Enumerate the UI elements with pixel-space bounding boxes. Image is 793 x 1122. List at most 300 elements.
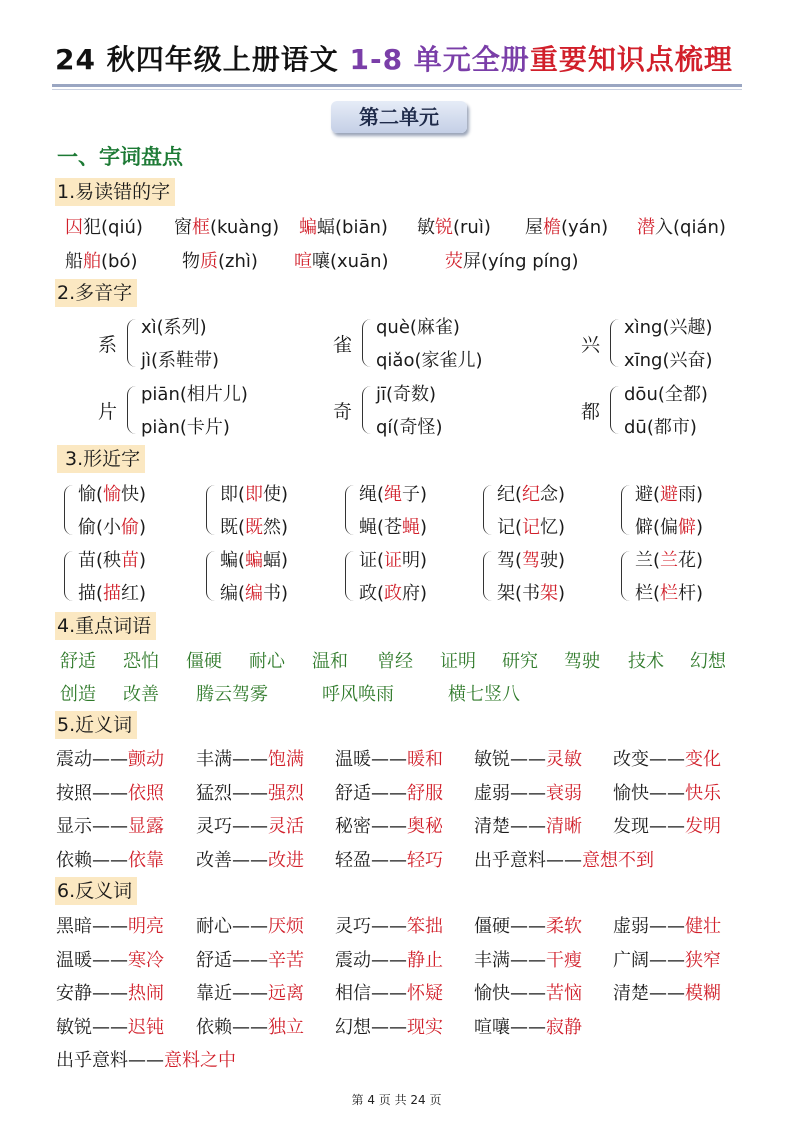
similar-word-highlight: 即 — [245, 484, 264, 505]
synonym-pair-match: 显露 — [128, 816, 164, 837]
similar-word-pre: 证( — [359, 550, 385, 571]
polyphone-char: 奇 — [333, 401, 353, 423]
similar-word-post: 花) — [678, 550, 704, 571]
misread-item-highlight: 框 — [192, 217, 210, 238]
similar-word-highlight: 证 — [384, 550, 403, 571]
similar-word-pre: 偷(小 — [78, 517, 122, 538]
antonym-pair-dash: —— — [232, 916, 268, 937]
misread-item-post: (kuàng) — [210, 217, 280, 238]
synonym-pair — [56, 779, 164, 805]
similar-word-post: 念) — [540, 484, 566, 505]
misread-item-highlight: 锐 — [435, 217, 453, 238]
similar-word-highlight: 愉 — [103, 484, 122, 505]
brace-icon — [206, 551, 215, 601]
keyword: 驾驶 — [564, 651, 600, 672]
antonym-pair-dash: —— — [92, 983, 128, 1004]
misread-item — [445, 247, 579, 273]
misread-item-post: (bó) — [101, 251, 138, 272]
antonym-pair-match: 意料之中 — [164, 1050, 236, 1071]
misread-item — [299, 213, 388, 239]
similar-word-post: ) — [696, 517, 704, 538]
brace-icon — [483, 551, 492, 601]
synonym-pair-dash: —— — [510, 816, 546, 837]
polyphone-reading: jì(系鞋带) — [141, 350, 220, 371]
antonym-pair — [335, 912, 443, 938]
similar-word-highlight: 绳 — [384, 484, 403, 505]
synonym-pair-word: 灵巧 — [196, 816, 232, 837]
keyword: 曾经 — [377, 651, 413, 672]
antonym-pair — [56, 979, 164, 1005]
page-footer: 第 4 页 共 24 页 — [351, 1093, 442, 1107]
similar-word — [497, 579, 565, 605]
synonym-pair-match: 暖和 — [407, 749, 443, 770]
synonym-pair-dash: —— — [232, 849, 268, 871]
antonym-pair-dash: —— — [128, 1050, 164, 1071]
synonym-pair-match: 灵活 — [268, 816, 304, 837]
similar-word-highlight: 兰 — [660, 550, 679, 571]
similar-word-post: ) — [139, 517, 147, 538]
antonym-pair-dash: —— — [649, 949, 685, 971]
similar-word-post: ) — [139, 550, 147, 571]
synonym-pair-dash: —— — [371, 782, 407, 804]
polyphone-reading: jī(奇数) — [376, 384, 437, 405]
synonym-pair-match: 轻巧 — [407, 849, 443, 871]
synonym-pair — [335, 812, 443, 838]
antonym-pair-word: 舒适 — [196, 949, 232, 971]
misread-item-post: 屏(yíng píng) — [463, 251, 579, 272]
similar-word-pre: 架(书 — [497, 583, 541, 604]
synonym-pair-match: 依靠 — [128, 849, 164, 871]
synonym-pair-dash: —— — [92, 749, 128, 770]
antonym-pair-match: 厌烦 — [268, 916, 304, 937]
keyword: 创造 — [60, 684, 96, 705]
synonym-pair-match: 强烈 — [268, 782, 304, 804]
antonym-pair — [613, 979, 721, 1005]
antonym-pair-word: 丰满 — [474, 949, 510, 971]
antonym-pair — [196, 1013, 304, 1039]
antonym-pair-match: 寒冷 — [128, 949, 164, 971]
antonym-pair-word: 僵硬 — [474, 916, 510, 937]
similar-word-post: 书) — [263, 583, 289, 604]
synonym-pair — [474, 846, 654, 872]
similar-word — [635, 513, 703, 539]
synonym-pair-dash: —— — [510, 782, 546, 804]
similar-word-pre: 兰( — [635, 550, 661, 571]
synonym-pair — [196, 779, 304, 805]
title-part-1: 24 秋四年级上册语文 — [55, 43, 350, 76]
synonym-pair — [56, 745, 164, 771]
polyphone-char: 兴 — [581, 334, 601, 356]
similar-word-pre: 描( — [78, 583, 104, 604]
polyphone-reading: piān(相片儿) — [141, 384, 248, 405]
synonym-pair-match: 意想不到 — [582, 849, 654, 871]
similar-word-highlight: 既 — [245, 517, 264, 538]
heading-similar: 3.形近字 — [57, 445, 145, 473]
similar-word-post: 使) — [263, 484, 289, 505]
similar-word-pre: 既( — [220, 517, 246, 538]
similar-word-pre: 苗(秧 — [78, 550, 122, 571]
similar-word-post: 然) — [263, 517, 289, 538]
antonym-pair — [56, 1013, 164, 1039]
antonym-pair — [613, 912, 721, 938]
antonym-pair — [335, 946, 443, 972]
keyword: 僵硬 — [186, 651, 222, 672]
misread-item-highlight: 喧 — [294, 251, 312, 272]
antonym-pair — [335, 1013, 443, 1039]
similar-word-pre: 记( — [497, 517, 523, 538]
synonym-pair-dash: —— — [510, 749, 546, 770]
similar-word — [497, 513, 565, 539]
antonym-pair-word: 温暖 — [56, 949, 92, 971]
misread-item-highlight: 檐 — [543, 217, 561, 238]
polyphone-reading: qí(奇怪) — [376, 417, 443, 438]
antonym-pair — [196, 912, 304, 938]
brace-icon — [345, 485, 354, 535]
similar-word — [78, 579, 146, 605]
antonym-pair-word: 愉快 — [474, 983, 510, 1004]
antonym-pair-dash: —— — [649, 983, 685, 1004]
keyword: 温和 — [312, 651, 348, 672]
antonym-pair-match: 健壮 — [685, 916, 721, 937]
synonym-pair-word: 出乎意料 — [474, 849, 546, 871]
polyphone-reading: xì(系列) — [141, 317, 207, 338]
similar-word-pre: 蝇(苍 — [359, 517, 403, 538]
antonym-pair-dash: —— — [510, 949, 546, 971]
antonym-pair-match: 模糊 — [685, 983, 721, 1004]
heading-polyphones: 2.多音字 — [55, 279, 137, 307]
brace-icon — [610, 386, 619, 434]
antonym-pair-match: 辛苦 — [268, 949, 304, 971]
antonym-pair-match: 寂静 — [546, 1016, 582, 1038]
antonym-pair-word: 敏锐 — [56, 1016, 92, 1038]
similar-word-highlight: 描 — [103, 583, 122, 604]
similar-word-highlight: 编 — [245, 583, 264, 604]
keyword: 横七竖八 — [448, 684, 520, 705]
synonym-pair — [196, 745, 304, 771]
similar-word — [220, 480, 288, 506]
synonym-pair-word: 震动 — [56, 749, 92, 770]
antonym-pair-match: 怀疑 — [407, 983, 443, 1004]
similar-word-pre: 栏( — [635, 583, 661, 604]
keyword: 耐心 — [249, 651, 285, 672]
synonym-pair-match: 舒服 — [407, 782, 443, 804]
similar-word-post: 明) — [402, 550, 428, 571]
synonym-pair-word: 发现 — [613, 816, 649, 837]
misread-item-pre: 物 — [182, 251, 200, 272]
similar-word-pre: 编( — [220, 583, 246, 604]
synonym-pair — [613, 812, 721, 838]
polyphone-char: 片 — [98, 401, 118, 423]
similar-word — [497, 480, 565, 506]
heading-antonyms: 6.反义词 — [55, 877, 137, 905]
synonym-pair-match: 快乐 — [685, 782, 721, 804]
antonym-pair-match: 静止 — [407, 949, 443, 971]
antonym-pair-match: 苦恼 — [546, 983, 582, 1004]
synonym-pair-word: 秘密 — [335, 816, 371, 837]
antonym-pair-match: 独立 — [268, 1016, 304, 1038]
title-underline — [52, 84, 742, 87]
misread-item — [637, 213, 726, 239]
antonym-pair — [474, 946, 582, 972]
synonym-pair-dash: —— — [546, 849, 582, 871]
keyword: 腾云驾雾 — [196, 684, 268, 705]
similar-word-post: 府) — [402, 583, 428, 604]
synonym-pair-match: 变化 — [685, 749, 721, 770]
antonym-pair — [196, 946, 304, 972]
similar-word-pre: 即( — [220, 484, 246, 505]
misread-item — [182, 247, 258, 273]
synonym-pair-match: 奥秘 — [407, 816, 443, 837]
antonym-pair-word: 清楚 — [613, 983, 649, 1004]
synonym-pair-word: 敏锐 — [474, 749, 510, 770]
synonym-pair — [196, 812, 304, 838]
synonym-pair-dash: —— — [92, 849, 128, 871]
antonym-pair — [56, 946, 164, 972]
unit-badge: 第二单元 — [331, 101, 467, 133]
polyphone-char: 雀 — [333, 334, 353, 356]
similar-word — [220, 513, 288, 539]
polyphone-reading: piàn(卡片) — [141, 417, 230, 438]
antonym-pair-word: 依赖 — [196, 1016, 232, 1038]
synonym-pair-dash: —— — [649, 782, 685, 804]
antonym-pair-match: 迟钝 — [128, 1016, 164, 1038]
similar-word-highlight: 纪 — [522, 484, 541, 505]
antonym-pair-word: 广阔 — [613, 949, 649, 971]
antonym-pair-dash: —— — [371, 1016, 407, 1038]
antonym-pair-word: 出乎意料 — [56, 1050, 128, 1071]
similar-word-pre: 愉( — [78, 484, 104, 505]
synonym-pair-word: 清楚 — [474, 816, 510, 837]
heading-misread: 1.易读错的字 — [55, 178, 175, 206]
similar-word — [220, 579, 288, 605]
brace-icon — [127, 386, 136, 434]
synonym-pair-word: 显示 — [56, 816, 92, 837]
antonym-pair — [474, 979, 582, 1005]
similar-word-post: 杆) — [678, 583, 704, 604]
similar-word-highlight: 偷 — [121, 517, 140, 538]
synonym-pair-word: 温暖 — [335, 749, 371, 770]
similar-word-post: ) — [558, 583, 566, 604]
synonym-pair-dash: —— — [92, 782, 128, 804]
antonym-pair-dash: —— — [92, 1016, 128, 1038]
similar-word-post: 红) — [121, 583, 147, 604]
synonym-pair-dash: —— — [232, 749, 268, 770]
similar-word-highlight: 政 — [384, 583, 403, 604]
antonym-pair-match: 远离 — [268, 983, 304, 1004]
synonym-pair-match: 饱满 — [268, 749, 304, 770]
synonym-pair-match: 依照 — [128, 782, 164, 804]
similar-word-pre: 纪( — [497, 484, 523, 505]
title-underline-thin — [52, 89, 742, 90]
synonym-pair — [56, 846, 164, 872]
synonym-pair-dash: —— — [371, 816, 407, 837]
polyphone-reading: dū(都市) — [624, 417, 697, 438]
similar-word-highlight: 避 — [660, 484, 679, 505]
antonym-pair-word: 虚弱 — [613, 916, 649, 937]
misread-item-pre: 屋 — [525, 217, 543, 238]
antonym-pair-word: 靠近 — [196, 983, 232, 1004]
misread-item-post: 蝠(biān) — [317, 217, 388, 238]
synonym-pair — [613, 745, 721, 771]
synonym-pair — [474, 812, 582, 838]
synonym-pair-word: 轻盈 — [335, 849, 371, 871]
keyword: 证明 — [440, 651, 476, 672]
synonym-pair-match: 清晰 — [546, 816, 582, 837]
synonym-pair-word: 丰满 — [196, 749, 232, 770]
similar-word-pre: 驾( — [497, 550, 523, 571]
similar-word — [220, 546, 288, 572]
antonym-pair-word: 安静 — [56, 983, 92, 1004]
misread-item-highlight: 潜 — [637, 217, 655, 238]
misread-item-post: (yán) — [561, 217, 609, 238]
similar-word-pre: 蝙( — [220, 550, 246, 571]
synonym-pair — [474, 779, 582, 805]
misread-item — [294, 247, 389, 273]
keyword: 恐怕 — [123, 651, 159, 672]
antonym-pair-match: 狭窄 — [685, 949, 721, 971]
brace-icon — [64, 485, 73, 535]
polyphone-char: 都 — [581, 401, 601, 423]
antonym-pair — [613, 946, 721, 972]
polyphone-reading: què(麻雀) — [376, 317, 460, 338]
similar-word-highlight: 驾 — [522, 550, 541, 571]
antonym-pair-match: 热闹 — [128, 983, 164, 1004]
similar-word — [635, 579, 703, 605]
synonym-pair — [56, 812, 164, 838]
misread-item — [417, 213, 491, 239]
synonym-pair — [335, 846, 443, 872]
antonym-pair-dash: —— — [510, 916, 546, 937]
similar-word-highlight: 栏 — [660, 583, 679, 604]
similar-word — [635, 480, 703, 506]
antonym-pair-match: 干瘦 — [546, 949, 582, 971]
synonym-pair — [335, 745, 443, 771]
brace-icon — [345, 551, 354, 601]
misread-item-post: (ruì) — [453, 217, 491, 238]
polyphone-reading: xīng(兴奋) — [624, 350, 713, 371]
brace-icon — [621, 551, 630, 601]
antonym-pair-dash: —— — [232, 983, 268, 1004]
brace-icon — [127, 319, 136, 367]
synonym-pair-dash: —— — [232, 782, 268, 804]
synonym-pair-word: 改善 — [196, 849, 232, 871]
synonym-pair-match: 衰弱 — [546, 782, 582, 804]
misread-item-pre: 敏 — [417, 217, 435, 238]
similar-word-highlight: 架 — [540, 583, 559, 604]
antonym-pair — [196, 979, 304, 1005]
antonym-pair-word: 灵巧 — [335, 916, 371, 937]
polyphone-char: 系 — [98, 334, 118, 356]
title-part-2: 1-8 单元全册 — [349, 43, 530, 76]
synonym-pair-dash: —— — [649, 749, 685, 770]
similar-word-post: 蝠) — [263, 550, 289, 571]
polyphone-reading: qiǎo(家雀儿) — [376, 350, 483, 371]
similar-word — [78, 546, 146, 572]
antonym-pair-word: 幻想 — [335, 1016, 371, 1038]
misread-item-highlight: 蝙 — [299, 217, 317, 238]
similar-word — [78, 480, 146, 506]
antonym-pair-dash: —— — [232, 949, 268, 971]
antonym-pair-match: 笨拙 — [407, 916, 443, 937]
synonym-pair-dash: —— — [649, 816, 685, 837]
misread-item-highlight: 囚 — [65, 217, 83, 238]
antonym-pair-word: 相信 — [335, 983, 371, 1004]
similar-word-highlight: 记 — [522, 517, 541, 538]
antonym-pair-word: 震动 — [335, 949, 371, 971]
similar-word — [359, 480, 427, 506]
section-title: 一、字词盘点 — [57, 145, 183, 169]
antonym-pair-match: 柔软 — [546, 916, 582, 937]
misread-item — [65, 247, 137, 273]
misread-item-pre: 船 — [65, 251, 83, 272]
similar-word-highlight: 蝙 — [245, 550, 264, 571]
synonym-pair-match: 灵敏 — [546, 749, 582, 770]
antonym-pair-dash: —— — [371, 949, 407, 971]
misread-item — [525, 213, 608, 239]
antonym-pair — [56, 1046, 236, 1072]
similar-word-post: ) — [420, 517, 428, 538]
similar-word-post: 忆) — [540, 517, 566, 538]
similar-word-pre: 政( — [359, 583, 385, 604]
antonym-pair-dash: —— — [510, 1016, 546, 1038]
antonym-pair-dash: —— — [92, 916, 128, 937]
misread-item-post: 犯(qiú) — [83, 217, 143, 238]
similar-word-pre: 绳( — [359, 484, 385, 505]
similar-word-post: 雨) — [678, 484, 704, 505]
similar-word — [78, 513, 146, 539]
misread-item-post: (zhì) — [218, 251, 258, 272]
synonym-pair-word: 依赖 — [56, 849, 92, 871]
similar-word-pre: 僻(偏 — [635, 517, 679, 538]
antonym-pair-match: 现实 — [407, 1016, 443, 1038]
antonym-pair — [474, 912, 582, 938]
brace-icon — [610, 319, 619, 367]
similar-word-highlight: 蝇 — [402, 517, 421, 538]
antonym-pair-word: 黑暗 — [56, 916, 92, 937]
antonym-pair-word: 耐心 — [196, 916, 232, 937]
synonym-pair-dash: —— — [232, 816, 268, 837]
misread-item-highlight: 舶 — [83, 251, 101, 272]
similar-word-post: 快) — [121, 484, 147, 505]
keyword: 呼风唤雨 — [322, 684, 394, 705]
synonym-pair-match: 颤动 — [128, 749, 164, 770]
antonym-pair — [335, 979, 443, 1005]
synonym-pair-word: 猛烈 — [196, 782, 232, 804]
antonym-pair-dash: —— — [371, 983, 407, 1004]
polyphone-reading: xìng(兴趣) — [624, 317, 713, 338]
antonym-pair — [56, 912, 164, 938]
polyphone-reading: dōu(全都) — [624, 384, 708, 405]
misread-item-post: 嚷(xuān) — [312, 251, 389, 272]
similar-word — [359, 513, 427, 539]
heading-keywords: 4.重点词语 — [55, 612, 156, 640]
misread-item-highlight: 质 — [200, 251, 218, 272]
antonym-pair-dash: —— — [649, 916, 685, 937]
synonym-pair — [196, 846, 304, 872]
brace-icon — [64, 551, 73, 601]
brace-icon — [621, 485, 630, 535]
synonym-pair-dash: —— — [92, 816, 128, 837]
similar-word-highlight: 苗 — [121, 550, 140, 571]
synonym-pair — [613, 779, 721, 805]
similar-word — [497, 546, 565, 572]
misread-item — [174, 213, 279, 239]
brace-icon — [362, 386, 371, 434]
antonym-pair-match: 明亮 — [128, 916, 164, 937]
misread-item-highlight: 荧 — [445, 251, 463, 272]
misread-item — [65, 213, 143, 239]
antonym-pair-dash: —— — [232, 1016, 268, 1038]
